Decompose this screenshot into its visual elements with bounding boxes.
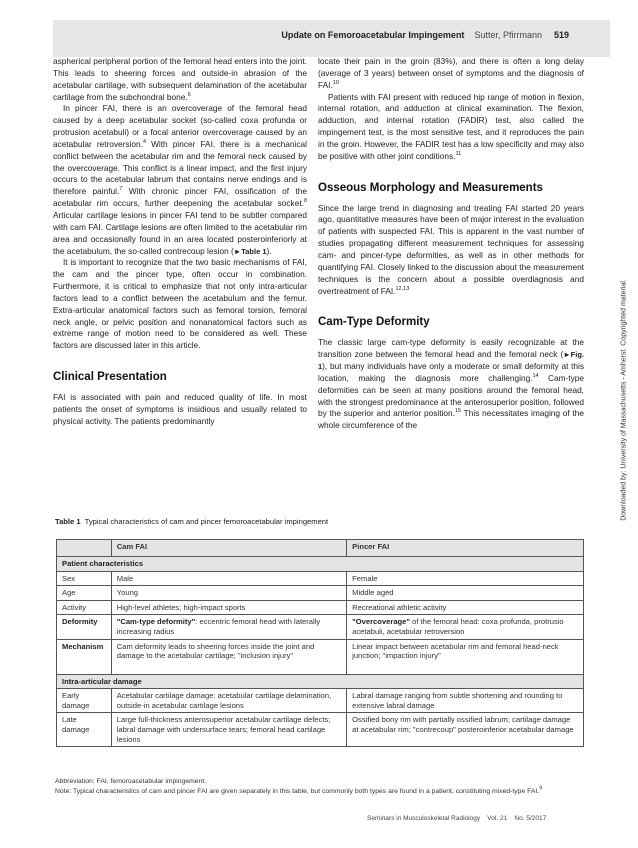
section-heading: Clinical Presentation	[53, 371, 167, 384]
paragraph: FAI is associated with pain and reduced quality of life. In most patients the onset of symptoms is insidious and usually related to physical activity. The patients predominantly	[53, 392, 307, 426]
paragraph: locate their pain in the groin (83%), and there is often a long delay (average of 3 years) between onset of symptoms and the diagnosis of FAI.$^{10}$	[318, 56, 584, 90]
paragraph: aspherical peripheral portion of the femoral head enters into the joint. This leads to sheering forces and outside-in abrasion of the acetabular cartilage, with subsequent delamination of the acetabular cartilage from the subchondral bone.$^6$	[53, 56, 307, 102]
table-link[interactable]: ►Table 1	[233, 246, 267, 256]
header-title: Update on Femoroacetabular Impingement	[281, 30, 465, 40]
table-note: Note: Typical characteristics of cam and pincer FAI are given separately in this table, but commonly both types are found in a patient, constituting mixed-type FAI.$^9$	[55, 785, 543, 795]
download-watermark: Downloaded by: University of Massachusetts - Amherst. Copyrighted material.	[620, 279, 628, 521]
characteristics-table	[56, 539, 584, 747]
table-section-row: Patient characteristics	[57, 557, 584, 572]
paragraph: Patients with FAI present with reduced hip range of motion in flexion, internal rotation, and adduction at clinical examination. The flexion, adduction, and internal rotation (FADIR) test, also called the impingement test, is the most sensitive test, and it reproduces the pain in the groin. However, the FADIR test has a low specificity and may also be positive with other joint conditions.$^{11}$	[318, 91, 584, 161]
table-row: Mechanism Cam deformity leads to sheering forces inside the joint and damage to the acetabular cartilage; "inclusion injury" Linear impact between acetabular rim and femoral head-neck junction; "impaction injury"	[57, 639, 584, 674]
table-row: Age Young Middle aged	[57, 586, 584, 601]
header-authors: Sutter, Pfirrmann	[474, 30, 542, 40]
paragraph: It is important to recognize that the two basic mechanisms of FAI, the cam and the pincer type, often occur in combination. Furthermore, it is critical to emphasize that not only intra-articular factors lead to a conflict between the acetabulum and the femur. Extra-articular anatomical factors such as femoral torsion, femoral neck angle, or pelvic position and nonanatomical factors such as extreme range of motion need to be considered as well. These factors are discussed later in this article.	[53, 257, 307, 351]
right-column	[318, 56, 584, 432]
paragraph: In pincer FAI, there is an overcoverage of the femoral head caused by a deep acetabular socket (so-called coxa profunda or protrusion acetabuli) or a focal anterior overcoverage caused by an acetabular retroversion.$^4$ With pincer FAI, there is a mechanical conflict between the acetabular rim and the femoral neck caused by the overcoverage. This conflict is a linear impact, and the first injury occurs to the acetabular labrum that contains nerve endings and is therefore painful.$^7$ With chronic pincer FAI, ossification of the acetabular rim occurs, further deepening the acetabular socket.$^8$ Articular cartilage lesions in pincer FAI tend to be subtler compared with cam FAI. Cartilage lesions are often limited to the acetabular rim area and occasionally found in an area located posteroinferiorly at the acetabulum, the so-called contrecoup lesion (►Table 1).	[53, 103, 307, 256]
table-row: Activity High-level athletes; high-impact sports Recreational athletic activity	[57, 600, 584, 615]
page-number: 519	[553, 30, 569, 40]
section-heading: Cam-Type Deformity	[318, 316, 430, 329]
table-notes	[55, 776, 585, 797]
figure-link[interactable]: ►Fig. 1	[318, 350, 584, 372]
running-header	[53, 20, 610, 57]
table-row: Sex Male Female	[57, 571, 584, 586]
table-row: Deformity "Cam-type deformity": eccentric femoral head with laterally increasing radius "Overcoverage" of the femoral head: coxa profunda, protrusio acetabuli, acetabular retroversion	[57, 615, 584, 639]
table-section-row: Intra-articular damage	[57, 674, 584, 689]
section-heading: Osseous Morphology and Measurements	[318, 181, 543, 194]
table-row: Early damage Acetabular cartilage damage: acetabular cartilage delamination, outside-in acetabular cartilage lesions Labral damage ranging from subtle shortening and rounding to extensive labral damage	[57, 689, 584, 713]
table-caption: Table 1 Typical characteristics of cam and pincer femoroacetabular impingement	[55, 517, 329, 526]
table-header-row: Cam FAI Pincer FAI	[57, 540, 584, 557]
abbreviation-note: Abbreviation: FAI, femoroacetabular impingement.	[55, 778, 207, 785]
left-column	[53, 56, 307, 428]
paragraph: The classic large cam-type deformity is easily recognizable at the transition zone between the femoral head and the femoral neck (►Fig. 1), but many individuals have only a moderate or small deformity at this location, making the diagnosis more challenging.$^{14}$ Cam-type deformities can be seen at many positions around the femoral head, with the strongest predominance at the anterosuperior position, followed by the superior and anterior position.$^{15}$ This necessitates imaging of the whole circumference of the	[318, 337, 584, 431]
table-row: Late damage Large full-thickness anterosuperior acetabular cartilage defects; labral damage with undersurface tears; femoral head cartilage lesions Ossified bony rim with partially ossified labrum; cartilage damage at acetabular rim; "contrecoup" posteroinferior acetabular damage	[57, 713, 584, 747]
journal-footer: Seminars in Musculoskeletal Radiology Vol. 21 No. 5/2017	[367, 815, 547, 822]
paragraph: Since the large trend in diagnosing and treating FAI started 20 years ago, quantitative measures have been of major interest in the evaluation of patients with suspected FAI. This is apparent in the vast number of studies propagating different measurement techniques for assessing cam- and pincer-type deformities, as well as in other methods for quantifying FAI. Closely linked to the discussion about the measurement techniques is the concern about a possible overdiagnosis and overtreatment of FAI.$^{12,13}$	[318, 202, 584, 296]
